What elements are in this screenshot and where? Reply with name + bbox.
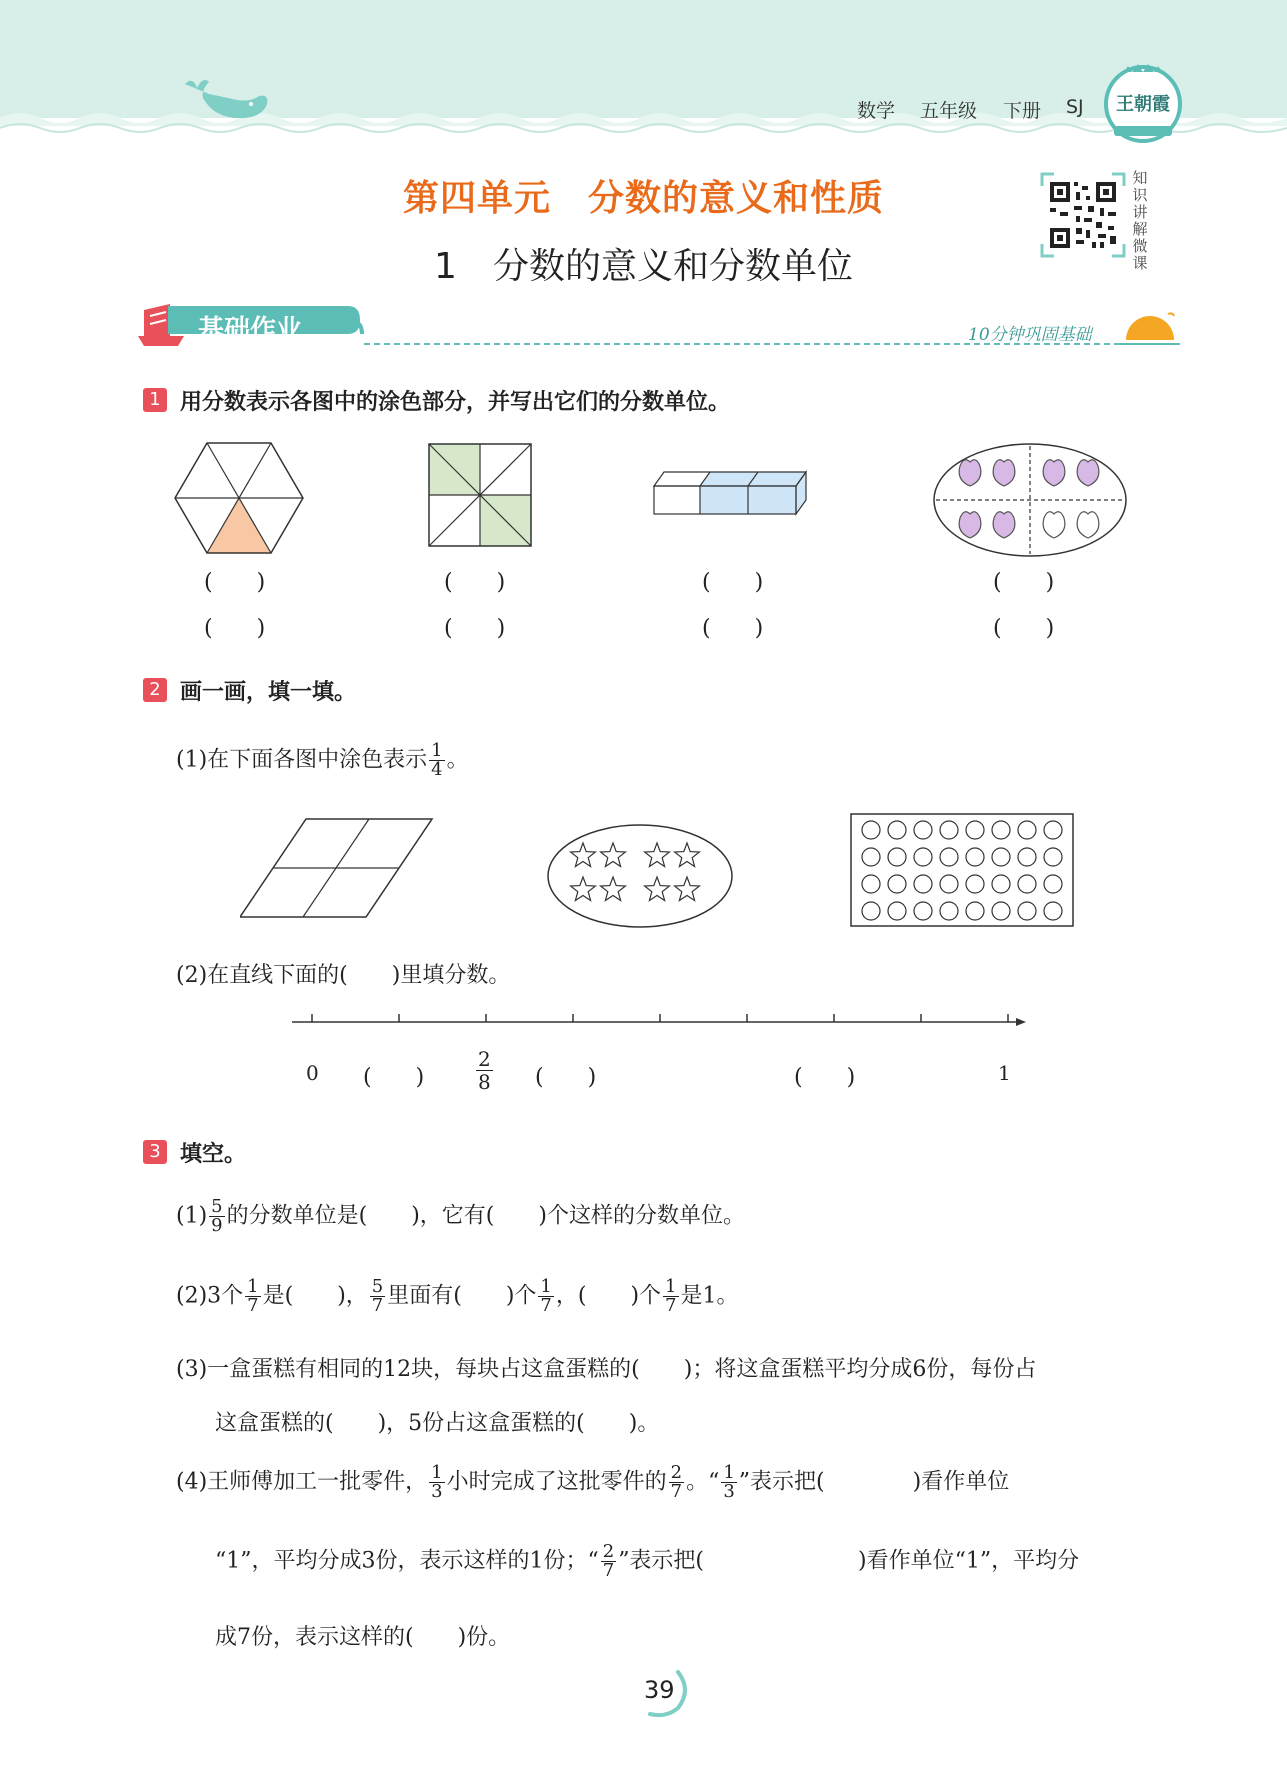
- brand-name: 王朝霞: [1116, 94, 1170, 115]
- q3-sub3-line1: (3)一盒蛋糕有相同的12块，每块占这盒蛋糕的( )；将这盒蛋糕平均分成6份，每份占: [176, 1357, 1037, 1382]
- grid-circle[interactable]: [992, 875, 1010, 893]
- brand-logo: [1102, 62, 1184, 144]
- page-number: 39: [644, 1676, 675, 1704]
- star-icon[interactable]: [601, 843, 626, 867]
- grid-circle[interactable]: [940, 902, 958, 920]
- grid-circle[interactable]: [914, 902, 932, 920]
- star-icon[interactable]: [601, 877, 626, 901]
- qr-code-icon: [1040, 172, 1126, 258]
- grid-circle[interactable]: [966, 821, 984, 839]
- grid-circle[interactable]: [966, 902, 984, 920]
- q1-blank[interactable]: ( ): [204, 570, 266, 595]
- header-volume: 下册: [1003, 100, 1042, 122]
- q3-sub4-line3: 成7份，表示这样的( )份。: [215, 1625, 511, 1650]
- grid-circle[interactable]: [888, 848, 906, 866]
- number-line: [290, 1010, 1030, 1040]
- square-figure: [426, 441, 534, 549]
- grid-circle[interactable]: [1018, 902, 1036, 920]
- grid-circle[interactable]: [888, 902, 906, 920]
- star-icon[interactable]: [645, 843, 670, 867]
- qr-label: 知 识 讲 解 微 课: [1132, 169, 1148, 272]
- q3-sub2: (2)3个 $\frac{1}{7}$ 是( )， $\frac{5}{7}$ 里面有( )个 $\frac{1}{7}$ ，( )个 $\frac{1}{7}$ 是1。: [176, 1276, 739, 1316]
- unit-title: 第四单元 分数的意义和性质: [402, 178, 884, 219]
- grid-circle[interactable]: [1018, 848, 1036, 866]
- number-line-blank[interactable]: ( ): [794, 1065, 856, 1090]
- q3-sub3-line2: 这盒蛋糕的( )，5份占这盒蛋糕的( )。: [215, 1411, 660, 1436]
- grid-circle[interactable]: [1018, 875, 1036, 893]
- bar-figure: [652, 464, 822, 524]
- lesson-title: 1 分数的意义和分数单位: [434, 246, 853, 287]
- grid-circle[interactable]: [940, 875, 958, 893]
- grid-circle[interactable]: [992, 821, 1010, 839]
- star-icon[interactable]: [571, 877, 596, 901]
- header-subject: 数学: [857, 100, 896, 122]
- star-icon[interactable]: [675, 877, 700, 901]
- section-label: 基础作业: [198, 315, 303, 345]
- q1-blank[interactable]: ( ): [993, 570, 1055, 595]
- q1-number: 1: [143, 388, 167, 412]
- q2-text: 画一画，填一填。: [180, 680, 357, 705]
- q1-blank[interactable]: ( ): [444, 616, 506, 641]
- grid-circle[interactable]: [1044, 875, 1062, 893]
- grid-circle[interactable]: [888, 875, 906, 893]
- q3-number: 3: [143, 1140, 167, 1164]
- grid-circle[interactable]: [914, 821, 932, 839]
- grid-circle[interactable]: [1044, 848, 1062, 866]
- parallelogram-figure[interactable]: [240, 815, 436, 921]
- header-grade: 五年级: [920, 100, 978, 122]
- grid-circle[interactable]: [992, 848, 1010, 866]
- grid-circle[interactable]: [862, 902, 880, 920]
- number-line-fraction: $\frac{2}{8}$: [478, 1047, 491, 1094]
- hexagon-figure: [172, 440, 306, 556]
- star-icon[interactable]: [571, 843, 596, 867]
- number-line-one: 1: [998, 1061, 1011, 1085]
- grid-circle[interactable]: [1018, 821, 1036, 839]
- grid-circle[interactable]: [966, 875, 984, 893]
- section-time-note: 10分钟巩固基础: [968, 325, 1092, 345]
- q2-number: 2: [143, 678, 167, 702]
- number-line-zero: 0: [306, 1061, 319, 1085]
- sunrise-icon: [1118, 310, 1182, 350]
- number-line-blank[interactable]: ( ): [363, 1065, 425, 1090]
- star-oval-figure[interactable]: [545, 822, 735, 930]
- grid-circle[interactable]: [992, 902, 1010, 920]
- q3-sub1: (1) $\frac{5}{9}$ 的分数单位是( )，它有( )个这样的分数单位。: [176, 1196, 745, 1236]
- grid-circle[interactable]: [862, 875, 880, 893]
- q1-blank[interactable]: ( ): [993, 616, 1055, 641]
- grid-circle[interactable]: [1044, 821, 1062, 839]
- grid-circle[interactable]: [940, 848, 958, 866]
- whale-icon: [175, 74, 275, 134]
- grid-circle[interactable]: [862, 848, 880, 866]
- peach-oval-figure: [930, 440, 1130, 560]
- q1-blank[interactable]: ( ): [444, 570, 506, 595]
- q1-blank[interactable]: ( ): [204, 616, 266, 641]
- number-line-blank[interactable]: ( ): [535, 1065, 597, 1090]
- q2-part1: (1)在下面各图中涂色表示 $\frac{1}{4}$ 。: [176, 740, 469, 780]
- grid-circle[interactable]: [888, 821, 906, 839]
- q1-blank[interactable]: ( ): [702, 616, 764, 641]
- grid-circle[interactable]: [940, 821, 958, 839]
- q3-text: 填空。: [180, 1142, 247, 1167]
- q3-sub4-line1: (4)王师傅加工一批零件， $\frac{1}{3}$ 小时完成了这批零件的 $\frac{2}{7}$ 。“ $\frac{1}{3}$ ”表示把( )看作单位: [176, 1462, 1010, 1502]
- grid-circle[interactable]: [914, 848, 932, 866]
- grid-circle[interactable]: [914, 875, 932, 893]
- grid-circle[interactable]: [1044, 902, 1062, 920]
- star-icon[interactable]: [675, 843, 700, 867]
- grid-circle[interactable]: [862, 821, 880, 839]
- q1-blank[interactable]: ( ): [702, 570, 764, 595]
- circle-grid-figure[interactable]: [849, 812, 1075, 928]
- q1-text: 用分数表示各图中的涂色部分，并写出它们的分数单位。: [180, 390, 731, 415]
- header-edition: SJ: [1066, 96, 1084, 118]
- grid-circle[interactable]: [966, 848, 984, 866]
- q3-sub4-line2: “1”，平均分成3份，表示这样的1份；“ $\frac{2}{7}$ ”表示把( )看作单位“1”，平均分: [215, 1541, 1080, 1581]
- q2-part2: (2)在直线下面的( )里填分数。: [176, 963, 511, 988]
- star-icon[interactable]: [645, 877, 670, 901]
